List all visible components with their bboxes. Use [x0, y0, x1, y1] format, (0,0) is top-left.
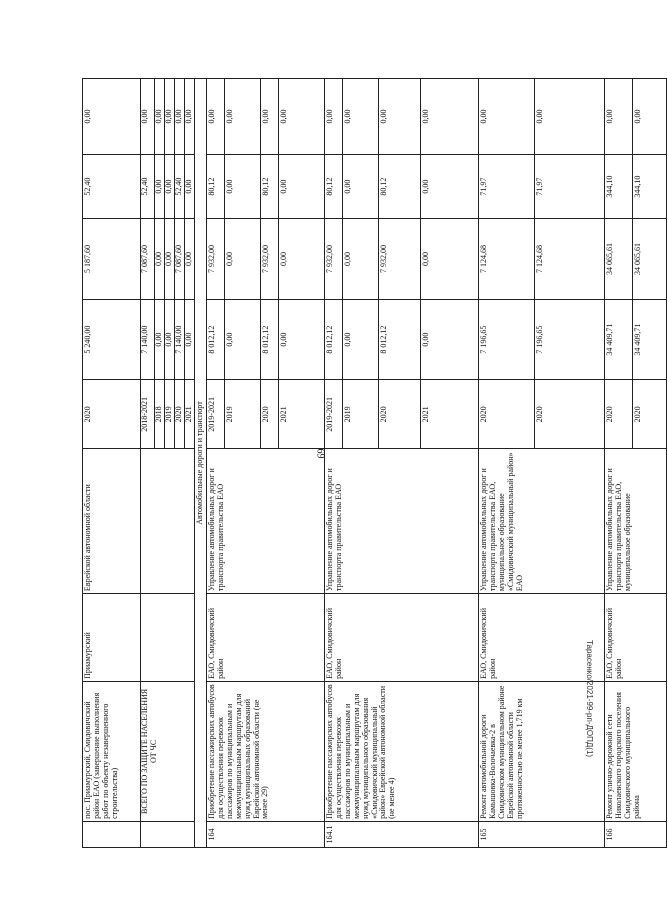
year-cell: 2020 [534, 380, 604, 449]
other-cell: 0,00 [478, 79, 534, 155]
regional-cell: 7 124,68 [534, 219, 604, 300]
municipal-cell: 52,40 [141, 155, 155, 219]
year-cell: 2019-2021 [206, 380, 224, 449]
location-cell: ЕАО, Смидовичский район [604, 594, 666, 682]
total-cell: 0,00 [420, 299, 478, 380]
section-title: Автомобильные дороги и транспорт [194, 79, 206, 848]
municipal-cell: 0,00 [278, 155, 324, 219]
row-number-cell [83, 821, 141, 847]
year-cell: 2018-2021 [141, 380, 155, 449]
object-name-cell: пос. Приамурский, Смидовичский район ЕАО (завершение выполнения работ по объекту незавершенного строительства) [83, 681, 141, 821]
total-cell: 0,00 [278, 299, 324, 380]
year-cell: 2019-2021 [324, 380, 342, 449]
year-cell: 2020 [478, 380, 534, 449]
customer-cell: Управление автомобильных дорог и транспорта правительства ЕАО, муниципальное образование «Смидовичский муниципальный район» ЕАО [478, 449, 604, 594]
municipal-cell: 0,00 [155, 155, 165, 219]
year-cell: 2020 [83, 380, 141, 449]
row-number-cell: 166 [604, 821, 666, 847]
regional-cell: 7 087,60 [141, 219, 155, 300]
regional-cell: 5 187,60 [83, 219, 141, 300]
other-cell: 0,00 [174, 79, 184, 155]
row-number-cell: 164 [206, 821, 324, 847]
location-cell [141, 594, 195, 682]
other-cell: 0,00 [83, 79, 141, 155]
regional-cell: 0,00 [184, 219, 194, 300]
section-row [194, 79, 206, 848]
summary-row [141, 79, 155, 848]
regional-cell: 34 065,61 [604, 219, 632, 300]
total-cell: 7 140,00 [141, 299, 155, 380]
other-cell: 0,00 [342, 79, 378, 155]
year-cell: 2020 [378, 380, 420, 449]
regional-cell: 7 932,00 [324, 219, 342, 300]
year-cell: 2020 [632, 380, 666, 449]
municipal-cell: 71,97 [534, 155, 604, 219]
total-cell: 8 012,12 [324, 299, 342, 380]
other-cell: 0,00 [164, 79, 174, 155]
customer-cell: Управление автомобильных дорог и транспорта правительства ЕАО [206, 449, 324, 594]
other-cell: 0,00 [141, 79, 155, 155]
object-name-cell: Приобретение пассажирских автобусов для осуществления перевозок пассажиров по муниципальным и межмуниципальным маршрутам для нужд муниципальных образований Еврейской автономной области (не менее 29) [206, 681, 324, 821]
regional-cell: 0,00 [278, 219, 324, 300]
regional-cell: 0,00 [155, 219, 165, 300]
total-cell: 7 196,65 [534, 299, 604, 380]
customer-cell: Еврейской автономной области [83, 449, 141, 594]
other-cell: 0,00 [184, 79, 194, 155]
other-cell: 0,00 [260, 79, 278, 155]
year-cell: 2021 [184, 380, 194, 449]
other-cell: 0,00 [278, 79, 324, 155]
total-cell: 8 012,12 [260, 299, 278, 380]
object-name-cell: Ремонт улично-дорожной сети Николаевского городского поселения Смидовичского муниципального района [604, 681, 666, 821]
total-cell: 0,00 [164, 299, 174, 380]
year-cell: 2020 [260, 380, 278, 449]
municipal-cell: 344,10 [632, 155, 666, 219]
year-cell: 2020 [604, 380, 632, 449]
total-cell: 8 012,12 [206, 299, 224, 380]
other-cell: 0,00 [324, 79, 342, 155]
total-cell: 34 409,71 [604, 299, 632, 380]
document-footer-id: Тарасенко/2021-99-рп-ДОПД(1) [585, 640, 594, 758]
object-name-cell: Приобретение пассажирских автобусов для осуществления перевозок пассажиров по муниципальным и межмуниципальным маршрутам для нужд муниципального образования «Смидовичский муниципальный район» Еврейской автономной области (не менее 4) [324, 681, 478, 821]
municipal-cell: 0,00 [342, 155, 378, 219]
municipal-cell: 52,40 [83, 155, 141, 219]
other-cell: 0,00 [632, 79, 666, 155]
year-cell: 2018 [155, 380, 165, 449]
year-cell: 2019 [224, 380, 260, 449]
year-cell: 2021 [278, 380, 324, 449]
year-cell: 2019 [342, 380, 378, 449]
total-cell: 0,00 [184, 299, 194, 380]
table-row [478, 79, 534, 848]
page-number: 69 [314, 448, 325, 459]
customer-cell: Управление автомобильных дорог и транспорта правительства ЕАО, муниципальное образование [604, 449, 666, 594]
table-row [83, 79, 141, 848]
regional-cell: 7 932,00 [260, 219, 278, 300]
regional-cell: 7 087,60 [174, 219, 184, 300]
other-cell: 0,00 [155, 79, 165, 155]
municipal-cell: 52,40 [174, 155, 184, 219]
table-row [206, 79, 224, 848]
total-cell: 8 012,12 [378, 299, 420, 380]
municipal-cell: 80,12 [206, 155, 224, 219]
summary-title-cell: ВСЕГО ПО ЗАЩИТЕ НАСЕЛЕНИЯ ОТ ЧС [141, 681, 195, 821]
total-cell: 7 196,65 [478, 299, 534, 380]
municipal-cell: 80,12 [260, 155, 278, 219]
object-name-cell: Ремонт автомобильной дороги Камышовка-Волочаевка-2 в Смидовичском муниципальном районе Еврейской автономной области протяженностью не менее 1,719 км [478, 681, 604, 821]
total-cell: 0,00 [224, 299, 260, 380]
customer-cell [141, 449, 195, 594]
regional-cell: 34 065,61 [632, 219, 666, 300]
municipal-cell: 0,00 [184, 155, 194, 219]
municipal-cell: 80,12 [378, 155, 420, 219]
total-cell: 0,00 [342, 299, 378, 380]
year-cell: 2020 [174, 380, 184, 449]
other-cell: 0,00 [420, 79, 478, 155]
other-cell: 0,00 [534, 79, 604, 155]
program-table [82, 78, 667, 848]
regional-cell: 0,00 [420, 219, 478, 300]
other-cell: 0,00 [224, 79, 260, 155]
row-number-cell [141, 821, 195, 847]
municipal-cell: 80,12 [324, 155, 342, 219]
regional-cell: 0,00 [224, 219, 260, 300]
regional-cell: 0,00 [164, 219, 174, 300]
regional-cell: 0,00 [342, 219, 378, 300]
year-cell: 2019 [164, 380, 174, 449]
location-cell: Приамурский [83, 594, 141, 682]
municipal-cell: 71,97 [478, 155, 534, 219]
location-cell: ЕАО, Смидовичский район [206, 594, 324, 682]
total-cell: 5 240,00 [83, 299, 141, 380]
year-cell: 2021 [420, 380, 478, 449]
regional-cell: 7 932,00 [206, 219, 224, 300]
municipal-cell: 0,00 [164, 155, 174, 219]
table-row [604, 79, 632, 848]
regional-cell: 7 124,68 [478, 219, 534, 300]
regional-cell: 7 932,00 [378, 219, 420, 300]
municipal-cell: 0,00 [420, 155, 478, 219]
customer-cell: Управление автомобильных дорог и транспорта правительства ЕАО [324, 449, 478, 594]
total-cell: 34 409,71 [632, 299, 666, 380]
other-cell: 0,00 [206, 79, 224, 155]
municipal-cell: 344,10 [604, 155, 632, 219]
row-number-cell: 164.1 [324, 821, 478, 847]
total-cell: 7 140,00 [174, 299, 184, 380]
location-cell: ЕАО, Смидовичский район [324, 594, 478, 682]
row-number-cell: 165 [478, 821, 604, 847]
other-cell: 0,00 [378, 79, 420, 155]
other-cell: 0,00 [604, 79, 632, 155]
location-cell: ЕАО, Смидовичский район [478, 594, 604, 682]
table-row [324, 79, 342, 848]
total-cell: 0,00 [155, 299, 165, 380]
municipal-cell: 0,00 [224, 155, 260, 219]
